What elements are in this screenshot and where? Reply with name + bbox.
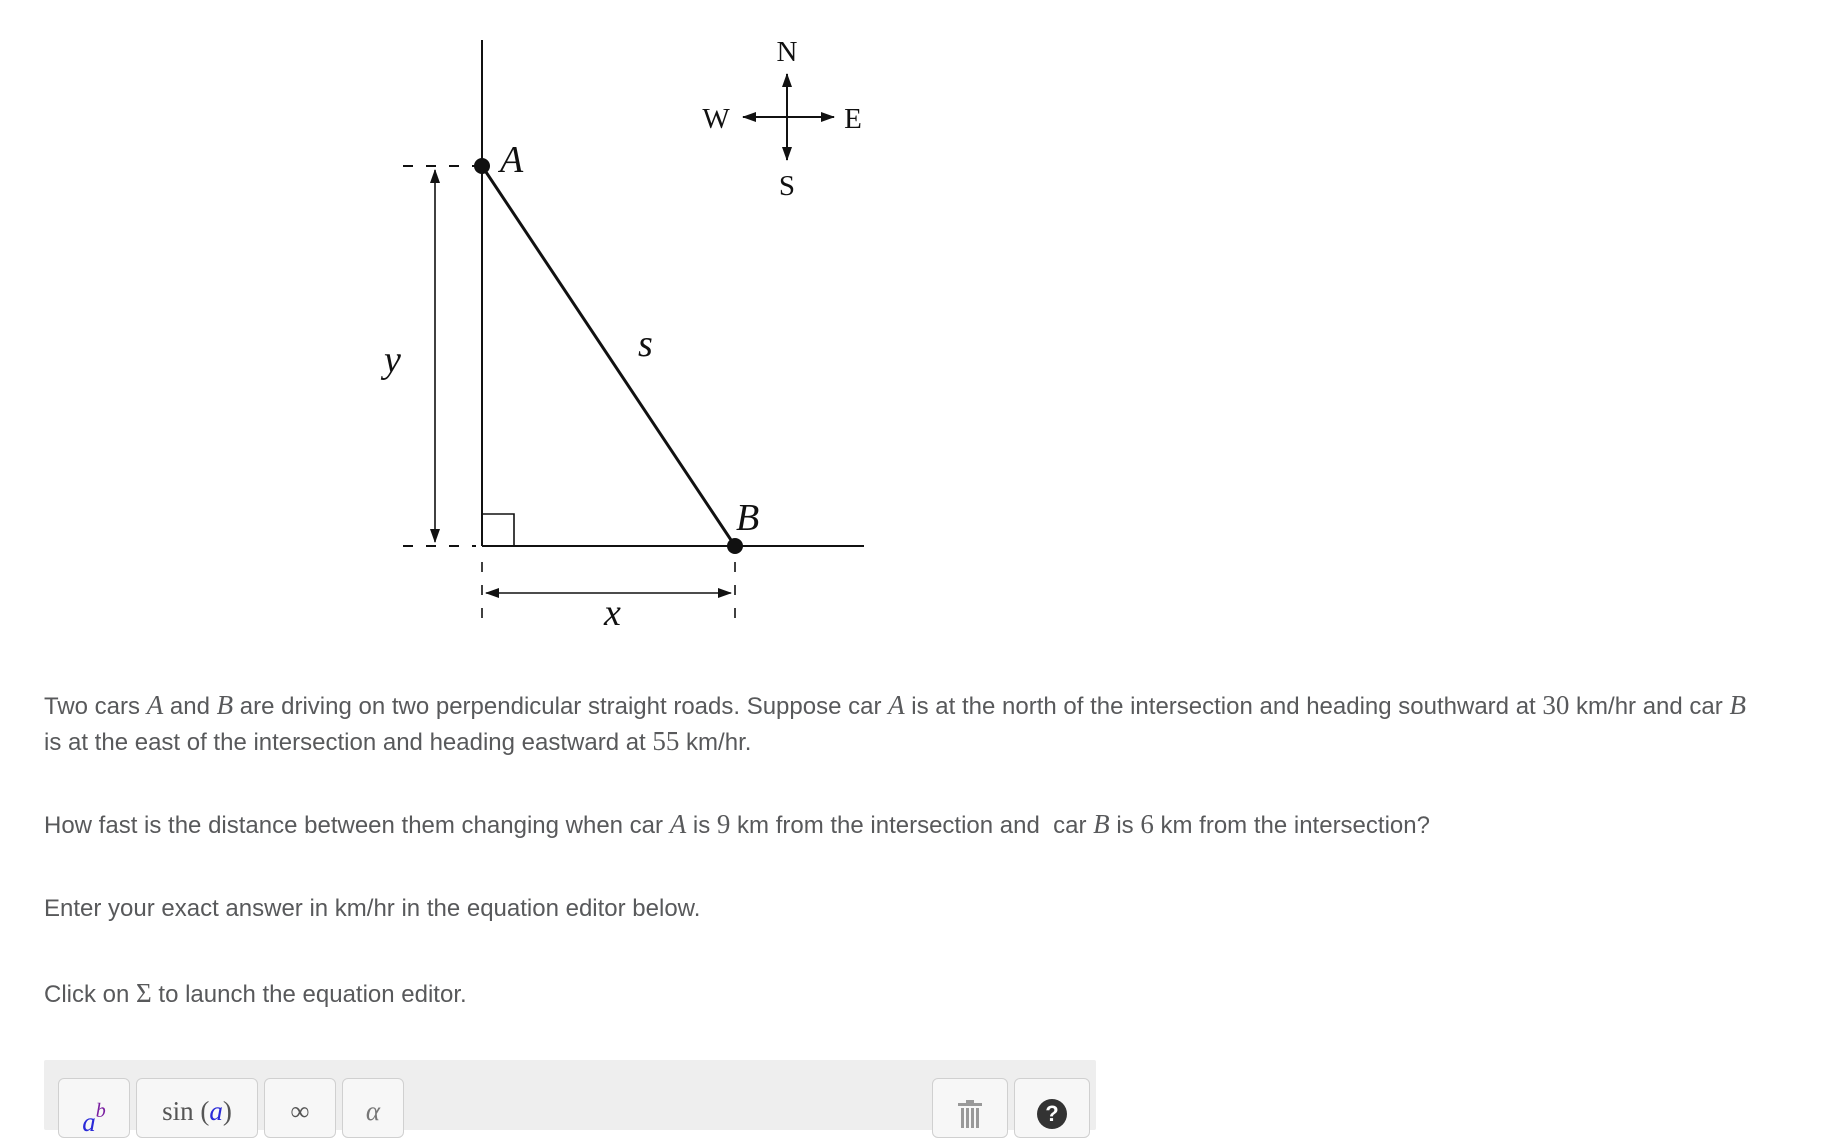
trash-icon xyxy=(955,1099,985,1129)
car-b-label: B xyxy=(736,497,760,539)
sin-button[interactable]: sin (a) xyxy=(136,1078,258,1138)
compass-east: E xyxy=(844,103,862,135)
help-icon: ? xyxy=(1037,1099,1067,1129)
car-b-point xyxy=(727,538,743,554)
sigma-icon: Σ xyxy=(136,978,152,1008)
distance-a: 9 xyxy=(716,809,731,839)
compass-west: W xyxy=(702,103,730,135)
var-b: B xyxy=(1093,809,1110,839)
compass-icon xyxy=(702,36,862,202)
equation-editor-toolbar xyxy=(44,1060,1096,1137)
compass-north: N xyxy=(776,36,798,68)
var-b: B xyxy=(1729,690,1746,720)
problem-instructions: Enter your exact answer in km/hr in the equation editor below. xyxy=(44,895,701,922)
problem-question: How fast is the distance between them changing when car A is 9 km from the intersection and car B is 6 km from the intersection? xyxy=(44,809,1430,839)
var-a: A xyxy=(146,690,164,720)
var-b: B xyxy=(216,690,234,720)
distance-b: 6 xyxy=(1140,809,1154,839)
help-button[interactable] xyxy=(1014,1078,1090,1138)
distance-line-s xyxy=(482,166,735,546)
var-a: A xyxy=(888,690,905,720)
clear-button[interactable] xyxy=(932,1078,1008,1138)
speed-a: 30 xyxy=(1542,690,1570,720)
alpha-icon: α xyxy=(365,1096,381,1126)
power-button[interactable]: $a^b$ xyxy=(58,1078,130,1138)
compass-south: S xyxy=(778,170,796,202)
infinity-button[interactable] xyxy=(264,1078,336,1138)
editor-hint: Click on Σ to launch the equation editor. xyxy=(44,978,467,1008)
greek-letters-button[interactable] xyxy=(342,1078,404,1138)
car-a-point xyxy=(474,158,490,174)
x-label: x xyxy=(604,592,621,634)
diagram xyxy=(0,0,1000,650)
speed-b: 55 xyxy=(652,726,680,756)
right-angle-marker xyxy=(482,514,514,546)
s-label: s xyxy=(638,323,653,365)
y-label: y xyxy=(384,339,401,381)
car-a-label: A xyxy=(500,139,524,181)
var-a: A xyxy=(669,809,687,839)
problem-intro: Two cars A and B are driving on two perpendicular straight roads. Suppose car A is at the north of the intersection and heading southward at 30 km/hr and car B is at the east of the intersection and heading eastward at 55 km/hr. xyxy=(44,690,1746,756)
infinity-icon: ∞ xyxy=(290,1096,310,1126)
